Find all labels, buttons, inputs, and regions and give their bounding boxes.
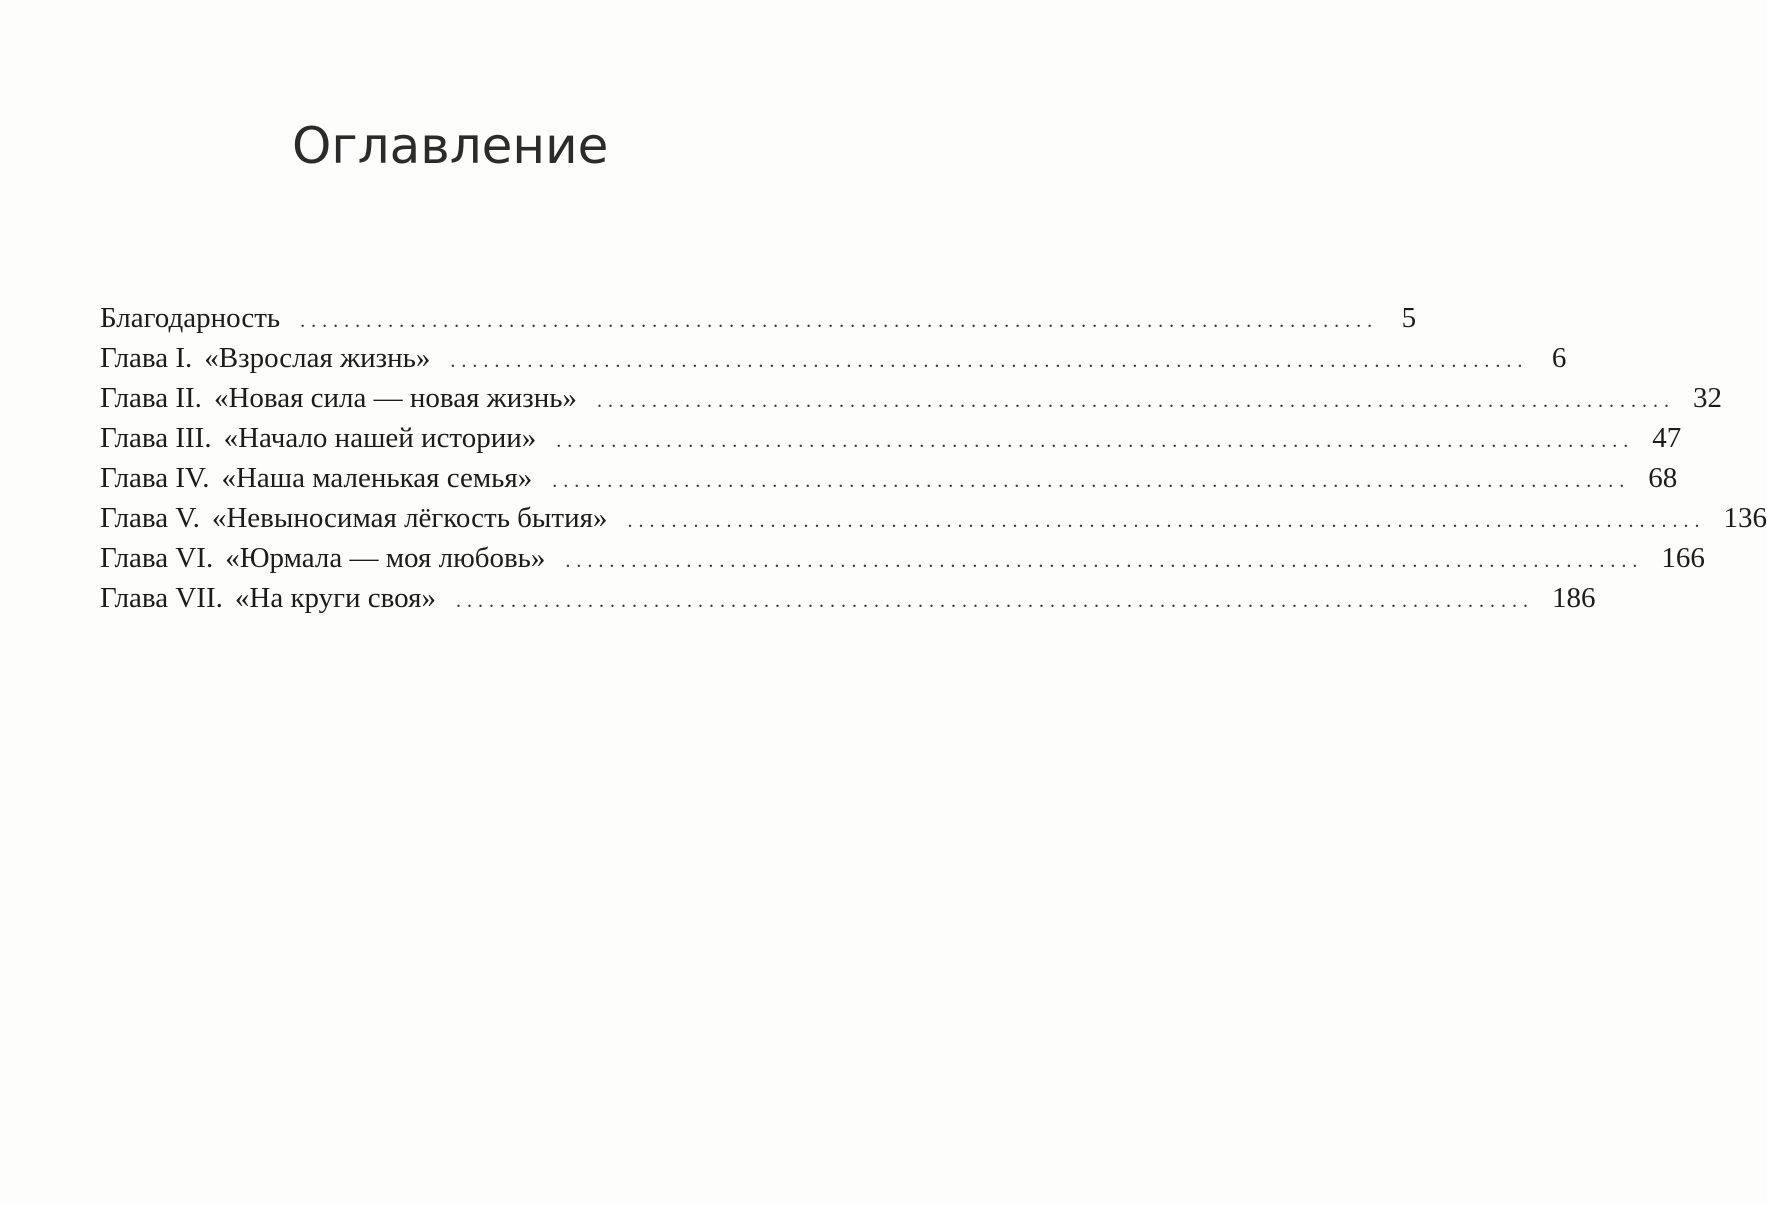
toc-chapter-name: «Взрослая жизнь» xyxy=(204,342,431,374)
toc-dot-leader: .................................................................................................. xyxy=(565,550,1644,572)
toc-chapter: Благодарность xyxy=(100,302,281,334)
toc-chapter-name: «Начало нашей истории» xyxy=(223,422,537,454)
toc-page-number: 186 xyxy=(1551,582,1596,614)
toc-entry xyxy=(100,418,1682,458)
toc-entry xyxy=(100,458,1678,498)
toc-page-number: 6 xyxy=(1551,342,1567,374)
toc-entry xyxy=(100,378,1722,418)
toc-chapter-name: «Юрмала — моя любовь» xyxy=(225,542,546,574)
toc-entry-label xyxy=(100,458,532,498)
toc-page-number: 136 xyxy=(1723,502,1767,534)
table-of-contents xyxy=(100,298,1767,618)
toc-chapter: Глава VII. xyxy=(100,582,223,614)
toc-chapter-name: «Невыносимая лёгкость бытия» xyxy=(211,502,608,534)
toc-chapter-name: «Новая сила — новая жизнь» xyxy=(213,382,577,414)
toc-dot-leader: .................................................................................................. xyxy=(450,350,1529,372)
toc-chapter: Глава III. xyxy=(100,422,212,454)
toc-entry-label xyxy=(100,378,577,418)
toc-page-number: 5 xyxy=(1401,302,1417,334)
toc-dot-leader: .................................................................................................. xyxy=(300,310,1379,332)
toc-chapter: Глава VI. xyxy=(100,542,214,574)
toc-dot-leader: .................................................................................................. xyxy=(596,390,1675,412)
toc-dot-leader: .................................................................................................. xyxy=(455,590,1534,612)
toc-page-number: 166 xyxy=(1661,542,1705,574)
toc-dot-leader: .................................................................................................. xyxy=(627,510,1706,532)
toc-page-number: 32 xyxy=(1692,382,1722,414)
toc-dot-leader: .................................................................................................. xyxy=(552,470,1631,492)
toc-page-number: 68 xyxy=(1648,462,1678,494)
toc-entry xyxy=(100,298,1417,338)
toc-entry-label xyxy=(100,298,280,338)
toc-chapter-name: «На круги своя» xyxy=(234,582,436,614)
toc-chapter: Глава I. xyxy=(100,342,193,374)
toc-entry-label xyxy=(100,498,607,538)
toc-entry xyxy=(100,498,1767,538)
toc-entry-label xyxy=(100,538,545,578)
toc-chapter: Глава V. xyxy=(100,502,200,534)
toc-entry-label xyxy=(100,338,430,378)
page-title: Оглавление xyxy=(292,117,609,175)
toc-chapter: Глава IV. xyxy=(100,462,210,494)
toc-entry xyxy=(100,538,1705,578)
toc-chapter: Глава II. xyxy=(100,382,202,414)
toc-entry-label xyxy=(100,418,536,458)
toc-dot-leader: .................................................................................................. xyxy=(556,430,1635,452)
toc-chapter-name: «Наша маленькая семья» xyxy=(221,462,533,494)
toc-entry xyxy=(100,578,1596,618)
toc-page-number: 47 xyxy=(1652,422,1682,454)
toc-entry xyxy=(100,338,1567,378)
toc-entry-label xyxy=(100,578,436,618)
